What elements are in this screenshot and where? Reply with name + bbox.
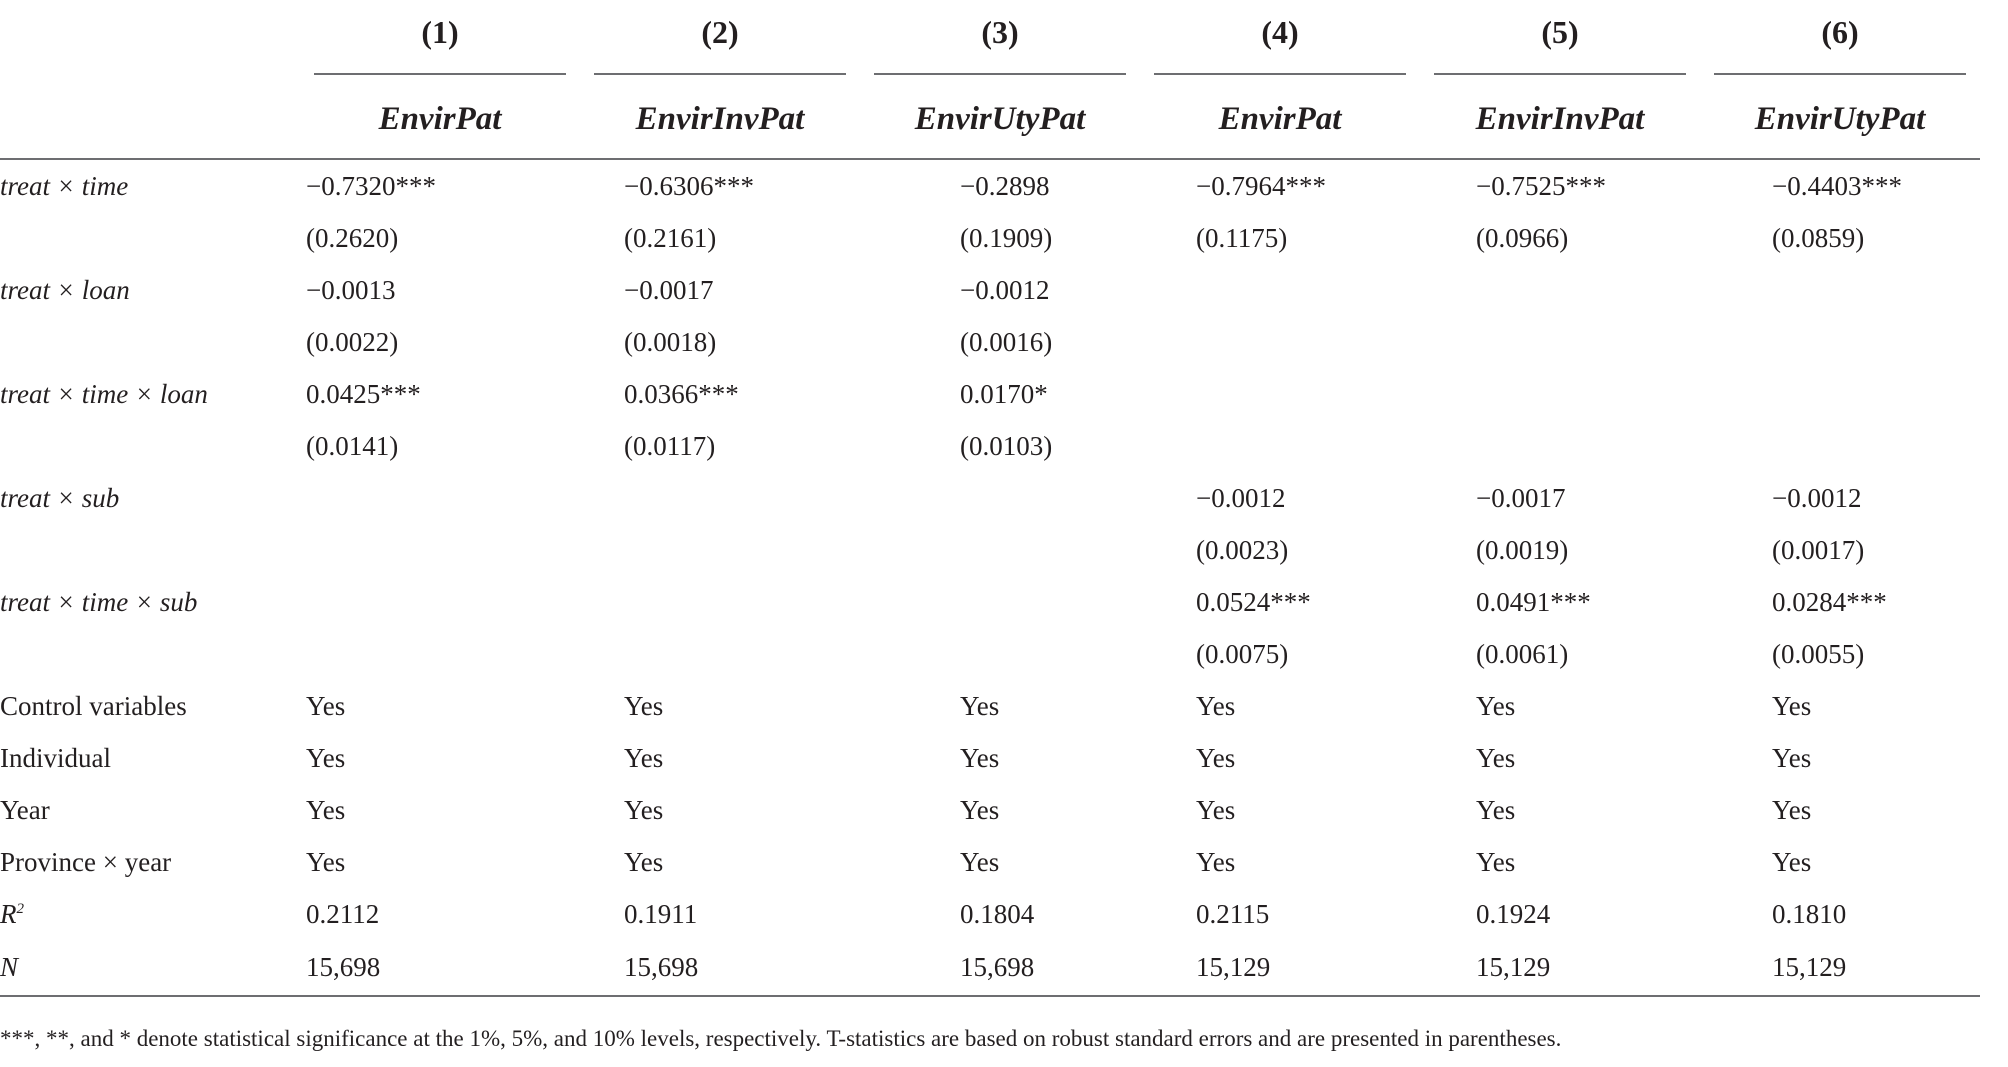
table-cell-col-2 xyxy=(580,472,860,524)
table-cell-col-5: (0.0966) xyxy=(1476,222,1569,253)
table-footnote: ***, **, and * denote statistical significance at the 1%, 5%, and 10% levels, respectively. T-statistics are based on robust standard errors and are presented in parentheses. xyxy=(0,1026,1562,1051)
table-cell-col-6 xyxy=(1700,368,1980,420)
table-cell-col-5 xyxy=(1420,264,1700,316)
header-blank-cell xyxy=(0,80,300,159)
table-cell-col-6: (0.0017) xyxy=(1772,534,1865,565)
row-label-text: treat × time xyxy=(0,170,129,201)
row-label-text: Individual xyxy=(0,742,111,773)
row-label xyxy=(0,940,300,996)
table-cell-col-4 xyxy=(1140,368,1420,420)
table-cell-col-1: 0.2112 xyxy=(306,898,380,929)
table-cell-col-6 xyxy=(1700,264,1980,316)
table-cell-col-6 xyxy=(1700,316,1980,368)
row-label xyxy=(0,316,300,368)
table-cell-col-2: Yes xyxy=(624,690,664,721)
table-cell-col-6: −0.0012 xyxy=(1772,482,1862,513)
table-cell-col-5 xyxy=(1420,316,1700,368)
table-cell-col-3: 0.0170* xyxy=(960,378,1048,409)
table-cell-col-4: −0.0012 xyxy=(1196,482,1286,513)
table-cell-col-1: (0.2620) xyxy=(306,222,399,253)
row-label-text: treat × time × sub xyxy=(0,586,198,617)
dependent-variable-3: EnvirUtyPat xyxy=(860,80,1140,159)
table-cell-col-1: (0.0022) xyxy=(306,326,399,357)
table-cell-col-1: Yes xyxy=(306,690,346,721)
table-cell-col-5 xyxy=(1420,368,1700,420)
row-label xyxy=(0,628,300,680)
table-cell-col-1: 15,698 xyxy=(300,940,580,996)
table-cell-col-1: Yes xyxy=(306,846,346,877)
table-cell-col-2: −0.0017 xyxy=(624,274,714,305)
table-cell-col-5: 15,129 xyxy=(1420,940,1700,996)
table-cell-col-6: Yes xyxy=(1772,846,1812,877)
header-blank-cell xyxy=(0,0,300,80)
table-row xyxy=(0,732,1980,784)
table-cell-col-1 xyxy=(300,628,580,680)
row-label-text: treat × loan xyxy=(0,274,130,305)
table-cell-col-2: 0.1911 xyxy=(624,898,698,929)
table-cell-col-3 xyxy=(860,472,1140,524)
table-cell-col-1: (0.0141) xyxy=(306,430,399,461)
table-cell-col-2: (0.0018) xyxy=(624,326,717,357)
table-row xyxy=(0,472,1980,524)
table-row xyxy=(0,680,1980,732)
header-row-dependent-variables xyxy=(0,80,1980,159)
table-cell-col-3: −0.0012 xyxy=(960,274,1050,305)
row-label xyxy=(0,368,300,420)
dependent-variable-2: EnvirInvPat xyxy=(580,80,860,159)
table-cell-col-5: Yes xyxy=(1476,690,1516,721)
dependent-variable-6: EnvirUtyPat xyxy=(1700,80,1980,159)
table-cell-col-2: Yes xyxy=(624,846,664,877)
table-cell-col-6: (0.0859) xyxy=(1772,222,1865,253)
table-row xyxy=(0,836,1980,888)
table-cell-col-5: −0.0017 xyxy=(1476,482,1566,513)
row-label xyxy=(0,680,300,732)
table-row xyxy=(0,524,1980,576)
table-cell-col-5: 0.1924 xyxy=(1476,898,1551,929)
table-cell-col-1 xyxy=(300,576,580,628)
table-body xyxy=(0,159,1980,996)
table-cell-col-1: 0.0425*** xyxy=(306,378,421,409)
table-cell-col-3: Yes xyxy=(960,742,1000,773)
table-cell-col-4: 0.0524*** xyxy=(1196,586,1311,617)
row-label xyxy=(0,472,300,524)
table-cell-col-3: (0.1909) xyxy=(960,222,1053,253)
table-cell-col-6 xyxy=(1700,420,1980,472)
table-cell-col-6: Yes xyxy=(1772,690,1812,721)
table-cell-col-3 xyxy=(860,576,1140,628)
table-row xyxy=(0,888,1980,940)
table-cell-col-2 xyxy=(580,576,860,628)
table-cell-col-2: Yes xyxy=(624,794,664,825)
table-cell-col-1: Yes xyxy=(306,794,346,825)
table-cell-col-3: 15,698 xyxy=(860,940,1140,996)
dependent-variable-1: EnvirPat xyxy=(300,80,580,159)
table-row xyxy=(0,316,1980,368)
table-cell-col-5 xyxy=(1420,420,1700,472)
table-cell-col-2: Yes xyxy=(624,742,664,773)
column-number-1: (1) xyxy=(300,0,580,80)
dependent-variable-5: EnvirInvPat xyxy=(1420,80,1700,159)
row-label xyxy=(0,836,300,888)
row-label-text: treat × time × loan xyxy=(0,378,208,409)
table-cell-col-6: Yes xyxy=(1772,742,1812,773)
table-cell-col-2: 15,698 xyxy=(580,940,860,996)
table-cell-col-3: 0.1804 xyxy=(960,898,1035,929)
row-label xyxy=(0,264,300,316)
row-label xyxy=(0,159,300,212)
table-cell-col-5: (0.0019) xyxy=(1476,534,1569,565)
row-label-text: R xyxy=(0,898,17,929)
table-cell-col-6: −0.4403*** xyxy=(1772,170,1902,201)
table-cell-col-4: Yes xyxy=(1196,742,1236,773)
table-cell-col-6: (0.0055) xyxy=(1772,638,1865,669)
table-cell-col-4: Yes xyxy=(1196,690,1236,721)
row-label-text: N xyxy=(0,952,19,982)
table-row xyxy=(0,159,1980,212)
table-cell-col-5: −0.7525*** xyxy=(1476,170,1606,201)
column-number-4: (4) xyxy=(1140,0,1420,80)
row-label xyxy=(0,576,300,628)
table-cell-col-2: (0.0117) xyxy=(624,430,716,461)
table-cell-col-4: 0.2115 xyxy=(1196,898,1270,929)
table-cell-col-6: Yes xyxy=(1772,794,1812,825)
table-row xyxy=(0,368,1980,420)
table-cell-col-5: 0.0491*** xyxy=(1476,586,1591,617)
table-cell-col-5: Yes xyxy=(1476,742,1516,773)
row-label xyxy=(0,888,300,940)
table-cell-col-6: 0.1810 xyxy=(1772,898,1847,929)
table-cell-col-1: −0.7320*** xyxy=(306,170,436,201)
table-cell-col-4 xyxy=(1140,420,1420,472)
table-cell-col-4 xyxy=(1140,316,1420,368)
row-label-text: Control variables xyxy=(0,690,187,721)
table-cell-col-5: Yes xyxy=(1476,794,1516,825)
table-cell-col-3 xyxy=(860,628,1140,680)
table-cell-col-3: Yes xyxy=(960,846,1000,877)
table-cell-col-3 xyxy=(860,524,1140,576)
table-row xyxy=(0,212,1980,264)
table-cell-col-1 xyxy=(300,524,580,576)
table-row xyxy=(0,264,1980,316)
column-number-2: (2) xyxy=(580,0,860,80)
table-row xyxy=(0,940,1980,996)
row-label xyxy=(0,732,300,784)
table-cell-col-3: (0.0016) xyxy=(960,326,1053,357)
column-number-5: (5) xyxy=(1420,0,1700,80)
header-row-column-numbers xyxy=(0,0,1980,80)
table-row xyxy=(0,576,1980,628)
table-row xyxy=(0,628,1980,680)
table-cell-col-4: (0.0023) xyxy=(1196,534,1289,565)
table-cell-col-6: 15,129 xyxy=(1700,940,1980,996)
table-cell-col-3: −0.2898 xyxy=(960,170,1050,201)
table-cell-col-3: (0.0103) xyxy=(960,430,1053,461)
dependent-variable-4: EnvirPat xyxy=(1140,80,1420,159)
column-number-6: (6) xyxy=(1700,0,1980,80)
table-cell-col-1 xyxy=(300,472,580,524)
row-label-text: Province × year xyxy=(0,846,172,877)
table-cell-col-2: (0.2161) xyxy=(624,222,717,253)
row-label-text: Year xyxy=(0,794,50,825)
table-cell-col-2: −0.6306*** xyxy=(624,170,754,201)
table-cell-col-4: (0.0075) xyxy=(1196,638,1289,669)
table-cell-col-4: Yes xyxy=(1196,846,1236,877)
row-label-superscript: 2 xyxy=(16,900,24,917)
table-cell-col-1: −0.0013 xyxy=(306,274,396,305)
table-cell-col-4: (0.1175) xyxy=(1196,222,1288,253)
row-label xyxy=(0,784,300,836)
table-cell-col-2: 0.0366*** xyxy=(624,378,739,409)
table-cell-col-3: Yes xyxy=(960,794,1000,825)
table-cell-col-5: (0.0061) xyxy=(1476,638,1569,669)
table-cell-col-4: 15,129 xyxy=(1140,940,1420,996)
column-number-3: (3) xyxy=(860,0,1140,80)
row-label xyxy=(0,524,300,576)
table-cell-col-4 xyxy=(1140,264,1420,316)
row-label xyxy=(0,420,300,472)
table-cell-col-5: Yes xyxy=(1476,846,1516,877)
table-cell-col-2 xyxy=(580,628,860,680)
row-label xyxy=(0,212,300,264)
table-cell-col-2 xyxy=(580,524,860,576)
table-cell-col-1: Yes xyxy=(306,742,346,773)
table-cell-col-4: Yes xyxy=(1196,794,1236,825)
row-label-text: treat × sub xyxy=(0,482,120,513)
table-row xyxy=(0,420,1980,472)
table-cell-col-6: 0.0284*** xyxy=(1772,586,1887,617)
table-cell-col-3: Yes xyxy=(960,690,1000,721)
table-cell-col-4: −0.7964*** xyxy=(1196,170,1326,201)
table-row xyxy=(0,784,1980,836)
